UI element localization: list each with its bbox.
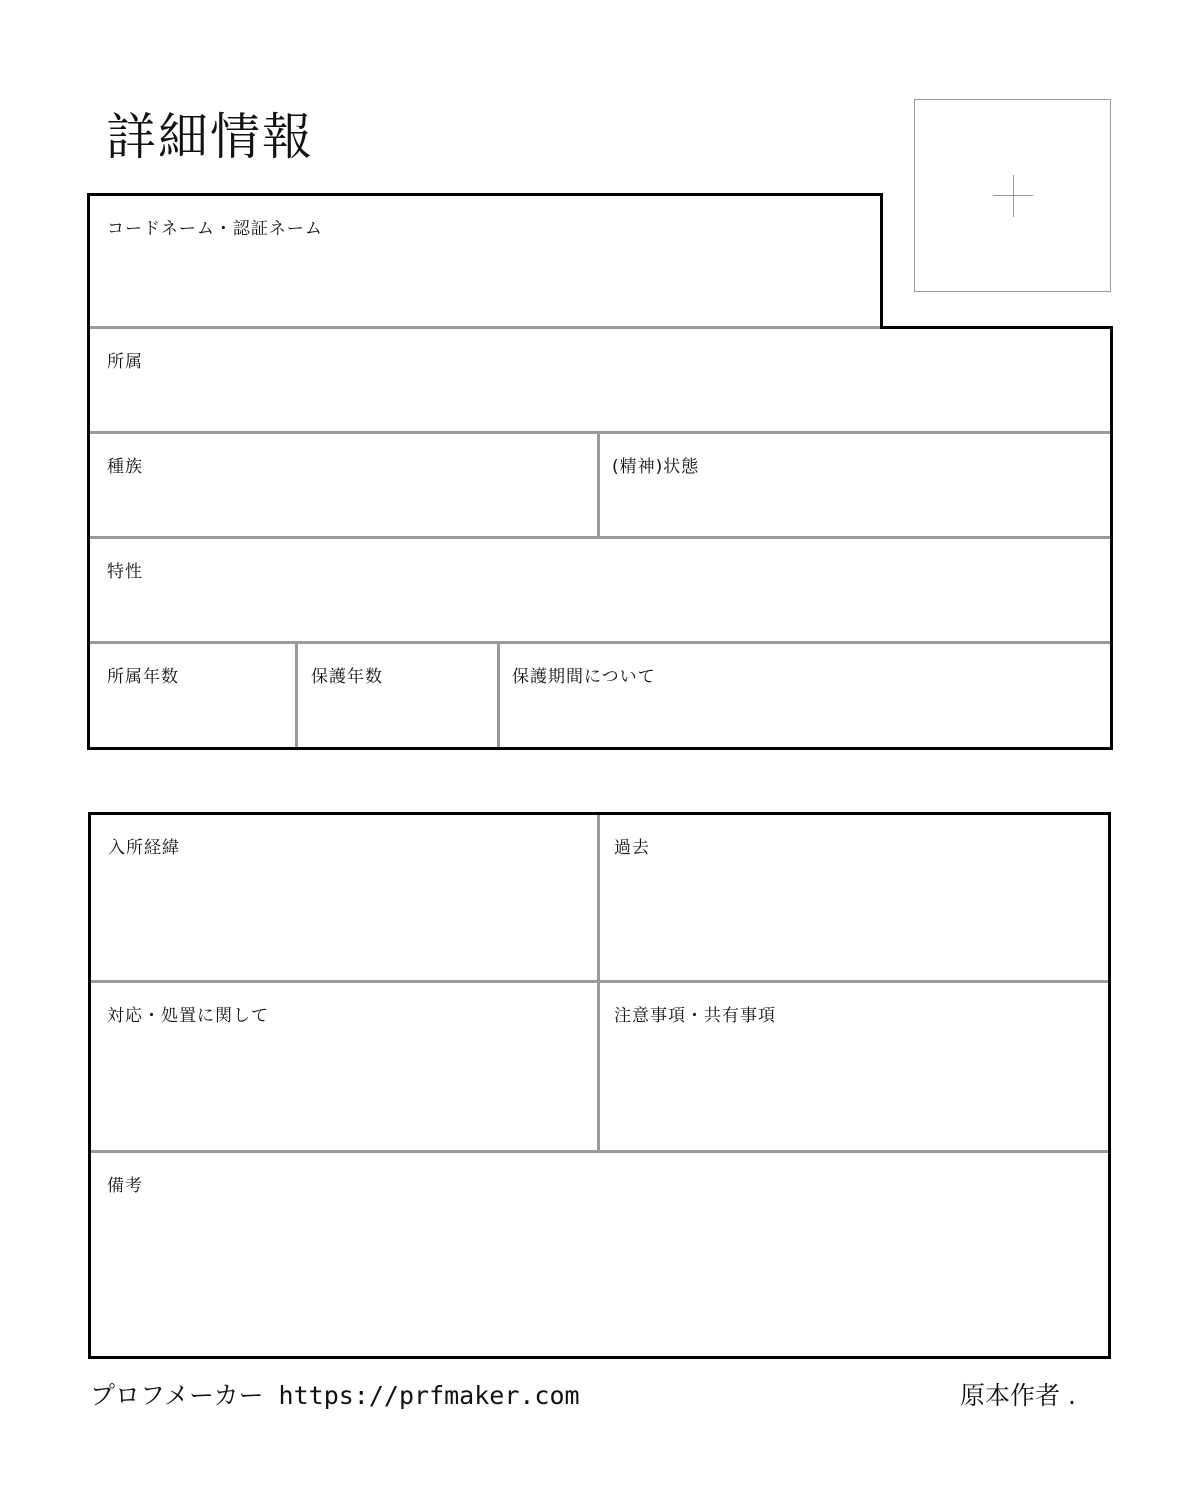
- past-label: 過去: [614, 838, 650, 858]
- divider: [90, 641, 1110, 644]
- border: [87, 193, 90, 750]
- traits-label: 特性: [107, 562, 143, 582]
- divider: [597, 434, 600, 537]
- page-title: 詳細情報: [106, 108, 314, 166]
- mental-state-label: (精神)状態: [612, 457, 700, 477]
- border: [880, 326, 1113, 329]
- species-field[interactable]: [90, 434, 598, 537]
- affiliation-field[interactable]: [90, 329, 1110, 432]
- border: [87, 747, 1113, 750]
- years-protected-field[interactable]: [298, 644, 498, 747]
- protection-period-label: 保護期間について: [512, 667, 656, 687]
- handling-label: 対応・処置に関して: [107, 1006, 269, 1026]
- affiliation-label: 所属: [107, 352, 143, 372]
- plus-icon-vertical: [1013, 175, 1014, 217]
- mental-state-field[interactable]: [600, 434, 1110, 537]
- admission-background-label: 入所経緯: [108, 838, 180, 858]
- remarks-label: 備考: [107, 1176, 143, 1196]
- border: [88, 812, 1111, 1359]
- footer-maker: プロフメーカー https://prfmaker.com: [90, 1381, 580, 1410]
- years-affiliated-field[interactable]: [90, 644, 296, 747]
- footer-author: 原本作者 .: [960, 1381, 1076, 1410]
- divider: [90, 536, 1110, 539]
- species-label: 種族: [107, 457, 143, 477]
- traits-field[interactable]: [90, 539, 1110, 642]
- divider: [497, 644, 500, 747]
- border: [87, 193, 883, 196]
- notes-shared-label: 注意事項・共有事項: [614, 1006, 776, 1026]
- border: [1110, 326, 1113, 750]
- years-affiliated-label: 所属年数: [107, 667, 179, 687]
- divider: [295, 644, 298, 747]
- border: [880, 193, 883, 329]
- codename-label: コードネーム・認証ネーム: [107, 219, 323, 239]
- protection-period-field[interactable]: [500, 644, 1110, 747]
- codename-field[interactable]: [90, 196, 880, 327]
- years-protected-label: 保護年数: [311, 667, 383, 687]
- divider: [90, 431, 1110, 434]
